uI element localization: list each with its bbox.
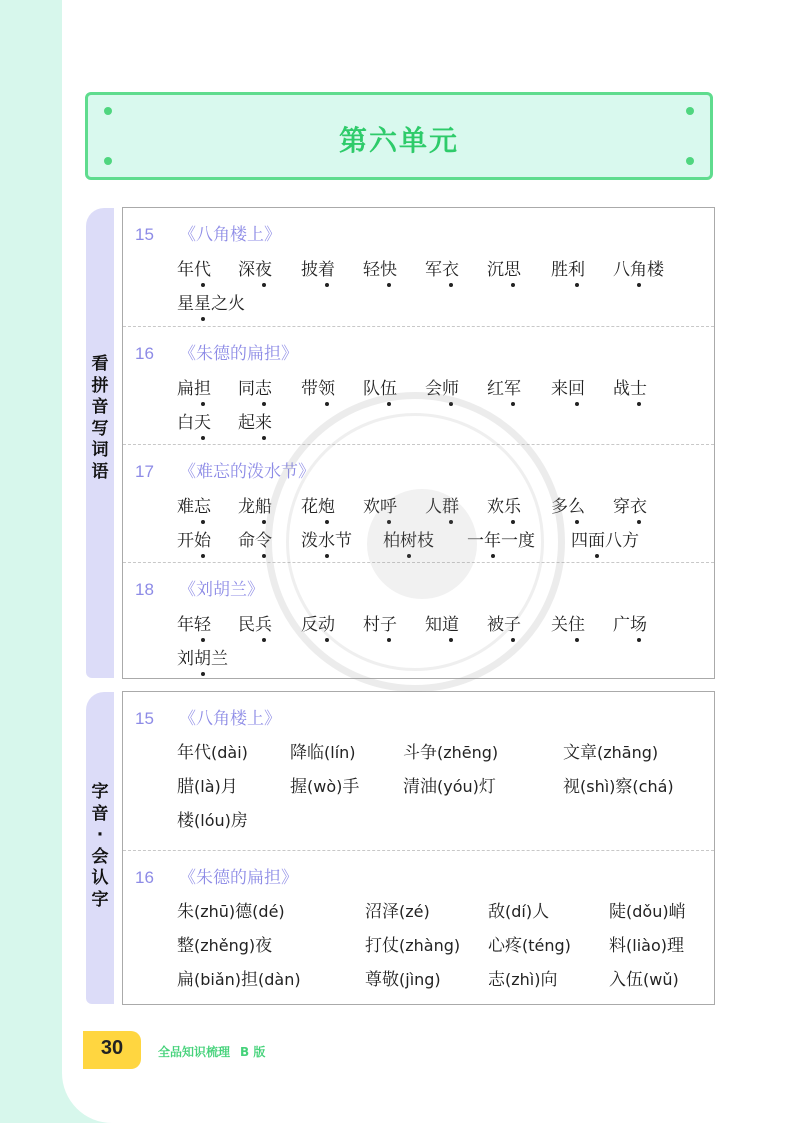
vocab-word: 战士 [613, 379, 647, 399]
book-version: B 版 [240, 1045, 266, 1059]
vocab-word: 斗争(zhēng) [403, 743, 499, 763]
unit-title-box [85, 92, 713, 180]
vocab-word: 降临(lín) [290, 743, 356, 763]
vocab-word: 楼(lóu)房 [177, 811, 248, 831]
vocab-word: 柏树枝 [383, 531, 434, 551]
vocab-word: 反动 [301, 615, 335, 635]
side-tab-char: 看 [91, 354, 109, 374]
vocab-word: 陡(dǒu)峭 [609, 902, 686, 922]
vocab-word: 朱(zhū)德(dé) [177, 902, 285, 922]
lesson-number: 16 [135, 868, 154, 887]
lesson-block [123, 692, 714, 850]
side-tab-char: 音 [91, 803, 109, 824]
vocab-word: 沉思 [487, 260, 521, 280]
vocab-word: 会师 [425, 379, 459, 399]
side-tab-zhiyin [86, 692, 114, 1004]
vocab-word: 披着 [301, 260, 335, 280]
vocab-word: 花炮 [301, 497, 335, 517]
lesson-block [123, 850, 714, 1005]
footer-book-title [158, 1043, 265, 1060]
side-tab-char: · [96, 825, 104, 845]
side-tab-pinyin [86, 208, 114, 678]
lesson-name: 《朱德的扁担》 [179, 868, 298, 888]
vocab-word: 被子 [487, 615, 521, 635]
lesson-number: 15 [135, 225, 154, 244]
watermark-stamp [265, 392, 565, 692]
vocab-word: 腊(là)月 [177, 777, 238, 797]
side-tab-char: 音 [91, 397, 109, 417]
vocab-word: 人群 [425, 497, 459, 517]
lesson-title [135, 220, 281, 245]
vocab-word: 白天 [177, 413, 211, 433]
vocab-word: 四面八方 [571, 531, 639, 551]
watermark-logo [367, 489, 477, 599]
zhiyin-section [122, 691, 715, 1005]
book-title: 全品知识梳理 [158, 1045, 231, 1059]
lesson-title [135, 575, 264, 600]
side-tab-char: 词 [91, 440, 109, 460]
unit-title: 第六单元 [338, 124, 459, 157]
vocab-word: 队伍 [363, 379, 397, 399]
lesson-number: 18 [135, 580, 154, 599]
vocab-word: 轻快 [363, 260, 397, 280]
side-tab-char: 会 [91, 846, 109, 867]
vocab-word: 多么 [551, 497, 585, 517]
vocab-word: 一年一度 [467, 531, 535, 551]
vocab-word: 星星之火 [177, 294, 245, 314]
lesson-block [123, 208, 714, 326]
vocab-word: 带领 [301, 379, 335, 399]
vocab-word: 村子 [363, 615, 397, 635]
vocab-word: 握(wò)手 [290, 777, 360, 797]
side-tab-char: 语 [91, 461, 109, 482]
vocab-word: 红军 [487, 379, 521, 399]
vocab-word: 民兵 [238, 615, 272, 635]
side-tab-label [86, 782, 114, 911]
vocab-word: 沼泽(zé) [365, 902, 430, 922]
vocab-word: 入伍(wǔ) [609, 970, 679, 990]
side-tab-char: 拼 [91, 375, 109, 396]
vocab-word: 军衣 [425, 260, 459, 280]
vocab-word: 胜利 [551, 260, 585, 280]
vocab-word: 龙船 [238, 497, 272, 517]
vocab-word: 八角楼 [613, 260, 664, 280]
corner-dot [686, 107, 694, 115]
vocab-word: 同志 [238, 379, 272, 399]
vocab-word: 料(liào)理 [609, 936, 684, 956]
lesson-name: 《八角楼上》 [179, 225, 281, 245]
vocab-word: 穿衣 [613, 497, 647, 517]
vocab-word: 广场 [613, 615, 647, 635]
lesson-number: 16 [135, 344, 154, 363]
lesson-title [135, 863, 298, 888]
vocab-word: 视(shì)察(chá) [563, 777, 674, 797]
lesson-name: 《难忘的泼水节》 [179, 462, 315, 482]
lesson-number: 17 [135, 462, 154, 481]
vocab-word: 尊敬(jìng) [365, 970, 441, 990]
vocab-word: 深夜 [238, 260, 272, 280]
lesson-number: 15 [135, 709, 154, 728]
vocab-word: 文章(zhāng) [563, 743, 659, 763]
vocab-word: 欢呼 [363, 497, 397, 517]
lesson-name: 《朱德的扁担》 [179, 344, 298, 364]
side-tab-char: 字 [91, 889, 109, 910]
side-tab-char: 认 [91, 868, 109, 888]
lesson-name: 《八角楼上》 [179, 709, 281, 729]
lesson-title [135, 339, 298, 364]
corner-dot [104, 107, 112, 115]
vocab-word: 刘胡兰 [177, 649, 228, 669]
vocab-word: 关住 [551, 615, 585, 635]
vocab-word: 整(zhěng)夜 [177, 936, 273, 956]
vocab-word: 年代 [177, 260, 211, 280]
vocab-word: 年轻 [177, 615, 211, 635]
vocab-word: 泼水节 [301, 531, 352, 551]
vocab-word: 心疼(téng) [488, 936, 571, 956]
vocab-word: 欢乐 [487, 497, 521, 517]
vocab-word: 扁(biǎn)担(dàn) [177, 970, 301, 990]
vocab-word: 志(zhì)向 [488, 970, 558, 990]
vocab-word: 开始 [177, 531, 211, 551]
vocab-word: 来回 [551, 379, 585, 399]
side-tab-label [86, 354, 114, 483]
lesson-title [135, 704, 281, 729]
vocab-word: 打仗(zhàng) [365, 936, 461, 956]
vocab-word: 命令 [238, 531, 272, 551]
vocab-word: 起来 [238, 413, 272, 433]
side-tab-char: 字 [91, 782, 109, 802]
side-tab-char: 写 [91, 418, 109, 439]
vocab-word: 扁担 [177, 379, 211, 399]
lesson-name: 《刘胡兰》 [179, 580, 264, 600]
vocab-word: 年代(dài) [177, 743, 248, 763]
vocab-word: 敌(dí)人 [488, 902, 550, 922]
vocab-word: 难忘 [177, 497, 211, 517]
page-number: 30 [100, 1037, 124, 1059]
vocab-word: 清油(yóu)灯 [403, 777, 496, 797]
vocab-word: 知道 [425, 615, 459, 635]
